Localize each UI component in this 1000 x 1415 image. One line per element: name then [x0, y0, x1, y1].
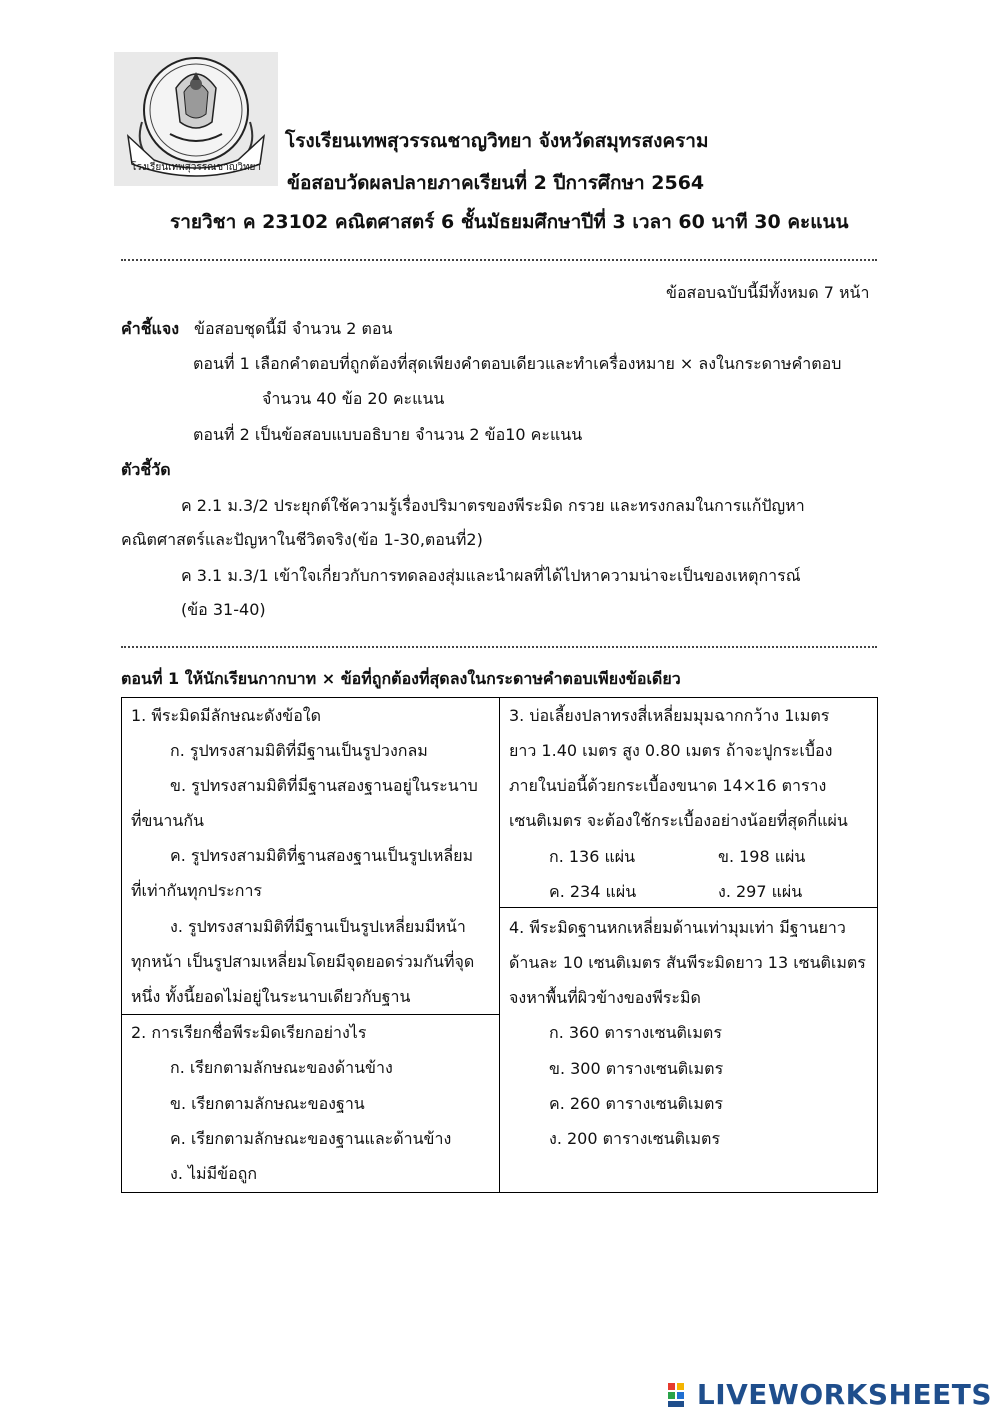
- school-logo: [114, 52, 278, 186]
- indicator-2: ค 3.1 ม.3/1 เข้าใจเกี่ยวกับการทดลองสุ่มและนำผลที่ได้ไปหาความน่าจะเป็นของเหตุการณ์: [181, 566, 801, 585]
- logo-banner-text: โรงเรียนเทพสุวรรณชาญวิทยา: [130, 162, 262, 173]
- instructions-intro: ข้อสอบชุดนี้มี จำนวน 2 ตอน: [194, 319, 393, 338]
- q4-choice-b[interactable]: ข. 300 ตารางเซนติเมตร: [549, 1059, 724, 1078]
- dotted-divider-2: [121, 646, 877, 648]
- q1-choice-c[interactable]: ค. รูปทรงสามมิติที่ฐานสองฐานเป็นรูปเหลี่ยม: [170, 846, 474, 865]
- q4-choice-d[interactable]: ง. 200 ตารางเซนติเมตร: [549, 1129, 721, 1148]
- q1-choice-d[interactable]: ง. รูปทรงสามมิติที่มีฐานเป็นรูปเหลี่ยมมีหน้า: [170, 917, 466, 936]
- q1-choice-b[interactable]: ข. รูปทรงสามมิติที่มีฐานสองฐานอยู่ในระนาบ: [170, 776, 478, 795]
- instructions-label: คำชี้แจง: [121, 319, 180, 338]
- q2-choice-d[interactable]: ง. ไม่มีข้อถูก: [170, 1164, 258, 1183]
- q3-stem-3: ภายในบ่อนี้ด้วยกระเบื้องขนาด 14×16 ตาราง: [509, 776, 827, 795]
- q1-choice-c-cont: ที่เท่ากันทุกประการ: [131, 881, 263, 900]
- table-row-divider-left: [121, 1014, 499, 1015]
- indicators-label: ตัวชี้วัด: [121, 460, 171, 479]
- instructions-part1: ตอนที่ 1 เลือกคำตอบที่ถูกต้องที่สุดเพียงคำตอบเดียวและทำเครื่องหมาย × ลงในกระดาษคำตอบ: [193, 354, 842, 373]
- q3-choice-b[interactable]: ข. 198 แผ่น: [718, 847, 806, 866]
- table-column-divider: [499, 697, 500, 1193]
- instructions-part2: ตอนที่ 2 เป็นข้อสอบแบบอธิบาย จำนวน 2 ข้อ10 คะแนน: [193, 425, 583, 444]
- q1-choice-b-cont: ที่ขนานกัน: [131, 811, 204, 830]
- liveworksheets-icon: [667, 1382, 693, 1408]
- q3-choice-d[interactable]: ง. 297 แผ่น: [718, 882, 803, 901]
- liveworksheets-text: LIVEWORKSHEETS: [696, 1378, 992, 1411]
- q1-choice-a[interactable]: ก. รูปทรงสามมิติที่มีฐานเป็นรูปวงกลม: [170, 741, 428, 760]
- indicator-2-cont: (ข้อ 31-40): [181, 600, 266, 619]
- indicator-1: ค 2.1 ม.3/2 ประยุกต์ใช้ความรู้เรื่องปริมาตรของพีระมิด กรวย และทรงกลมในการแก้ปัญหา: [181, 496, 805, 515]
- q1-choice-d-cont: ทุกหน้า เป็นรูปสามเหลี่ยมโดยมีจุดยอดร่วมกันที่จุด: [131, 952, 475, 971]
- exam-title: ข้อสอบวัดผลปลายภาคเรียนที่ 2 ปีการศึกษา 2564: [287, 172, 705, 194]
- dotted-divider: [121, 259, 877, 261]
- page-count-note: ข้อสอบฉบับนี้มีทั้งหมด 7 หน้า: [666, 283, 870, 302]
- q2-choice-c[interactable]: ค. เรียกตามลักษณะของฐานและด้านข้าง: [170, 1129, 452, 1148]
- q1-stem: 1. พีระมิดมีลักษณะดังข้อใด: [131, 706, 321, 725]
- q2-choice-a[interactable]: ก. เรียกตามลักษณะของด้านข้าง: [170, 1058, 393, 1077]
- q3-stem-1: 3. บ่อเลี้ยงปลาทรงสี่เหลี่ยมมุมฉากกว้าง 1เมตร: [509, 706, 830, 725]
- q4-stem-1: 4. พีระมิดฐานหกเหลี่ยมด้านเท่ามุมเท่า มีฐานยาว: [509, 918, 846, 937]
- q3-choice-a[interactable]: ก. 136 แผ่น: [549, 847, 636, 866]
- table-row-divider-right: [499, 907, 878, 908]
- q2-stem: 2. การเรียกชื่อพีระมิดเรียกอย่างไร: [131, 1023, 367, 1042]
- indicator-1-cont: คณิตศาสตร์และปัญหาในชีวิตจริง(ข้อ 1-30,ตอนที่2): [121, 530, 483, 549]
- q3-stem-2: ยาว 1.40 เมตร สูง 0.80 เมตร ถ้าจะปูกระเบื้อง: [509, 741, 833, 760]
- section-title: ตอนที่ 1 ให้นักเรียนกากบาท × ข้อที่ถูกต้องที่สุดลงในกระดาษคำตอบเพียงข้อเดียว: [121, 669, 681, 688]
- q1-choice-d-cont2: หนึ่ง ทั้งนี้ยอดไม่อยู่ในระนาบเดียวกับฐาน: [131, 987, 411, 1006]
- q2-choice-b[interactable]: ข. เรียกตามลักษณะของฐาน: [170, 1094, 365, 1113]
- q3-stem-4: เซนติเมตร จะต้องใช้กระเบื้องอย่างน้อยที่สุดกี่แผ่น: [509, 811, 848, 830]
- q3-choice-c[interactable]: ค. 234 แผ่น: [549, 882, 637, 901]
- school-name: โรงเรียนเทพสุวรรณชาญวิทยา จังหวัดสมุทรสงคราม: [285, 130, 709, 152]
- q4-stem-2: ด้านละ 10 เซนติเมตร สันพีระมิดยาว 13 เซนติเมตร: [509, 953, 866, 972]
- q4-choice-a[interactable]: ก. 360 ตารางเซนติเมตร: [549, 1023, 722, 1042]
- q4-choice-c[interactable]: ค. 260 ตารางเซนติเมตร: [549, 1094, 723, 1113]
- instructions-part1-count: จำนวน 40 ข้อ 20 คะแนน: [262, 389, 445, 408]
- liveworksheets-watermark: [667, 1378, 992, 1411]
- subject-line: รายวิชา ค 23102 คณิตศาสตร์ 6 ชั้นมัธยมศึกษาปีที่ 3 เวลา 60 นาที 30 คะแนน: [170, 211, 849, 233]
- q4-stem-3: จงหาพื้นที่ผิวข้างของพีระมิด: [509, 988, 701, 1007]
